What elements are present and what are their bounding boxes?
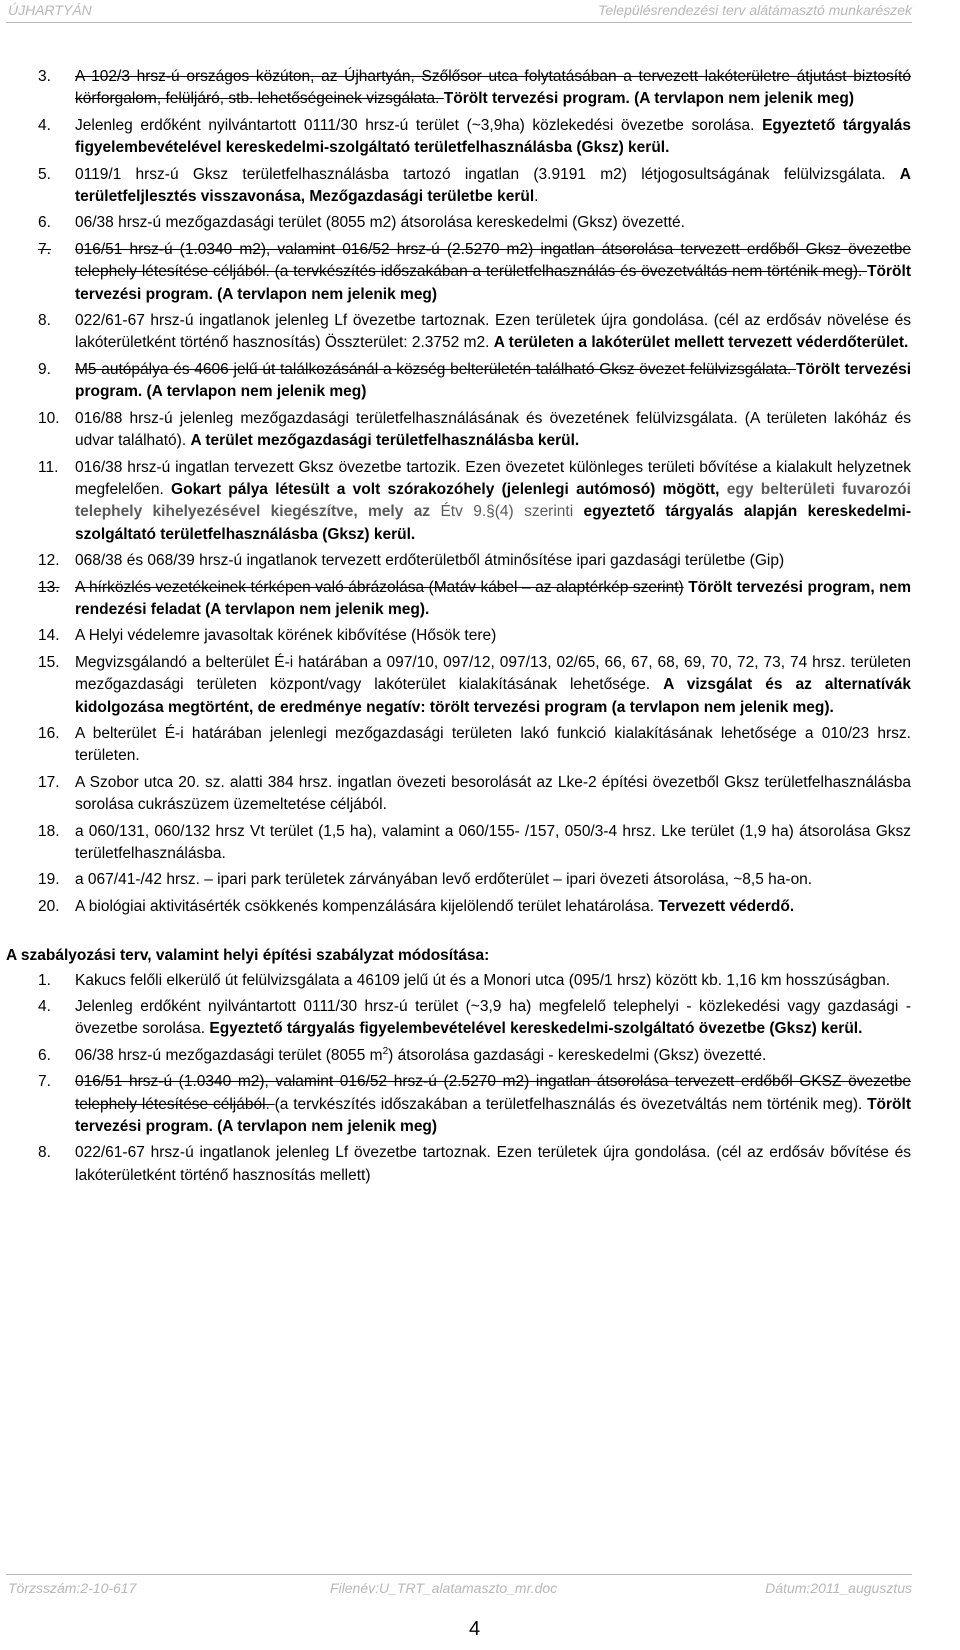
program-list (0, 66, 911, 918)
list-item-text: A biológiai aktivitásérték csökkenés kompenzálására kijelölendő terület lehatárolása. (75, 897, 659, 915)
footer-filename: Filenév:U_TRT_alatamaszto_mr.doc (330, 1580, 558, 1596)
list-item-number: 6. (38, 214, 51, 232)
list-item (0, 239, 911, 306)
list-item (0, 896, 911, 918)
list-item-number: 6. (38, 1046, 51, 1064)
list-item-text: Kakucs felőli elkerülő út felülvizsgálata a 46109 jelű út és a Monori utca (095/1 hrsz) között kb. 1,16 km hosszúságban. (75, 971, 891, 989)
list-item-text: egyeztető tárgyalás alapján kereskedelmi-szolgáltató területfelhasználásba (Gksz) kerül. (75, 503, 911, 543)
list-item-number: 16. (38, 724, 60, 742)
list-item-text: Egyeztető tárgyalás figyelembevételével kereskedelmi-szolgáltató területfelhasználásba (Gksz) kerül. (75, 116, 911, 157)
list-item-number: 15. (38, 653, 60, 671)
list-item (0, 869, 911, 891)
footer-reference: Törzsszám:2-10-617 (8, 1580, 137, 1596)
list-item-number: 12. (38, 552, 60, 570)
regulation-list (0, 970, 911, 1188)
list-item-number: 17. (38, 773, 60, 791)
list-item-number: 3. (38, 68, 51, 85)
footer-date: Dátum:2011_augusztus (765, 1580, 912, 1596)
list-item-text: a 060/131, 060/132 hrsz Vt terület (1,5 ha), valamint a 060/155- /157, 050/3-4 hrsz. Lke terület (1,9 ha) átsorolása Gksz területfelhasználásba. (75, 822, 911, 862)
list-item-text: 06/38 hrsz-ú mezőgazdasági terület (8055 m (75, 1046, 383, 1064)
list-item-number: 19. (38, 871, 60, 889)
list-item (0, 408, 911, 453)
list-item-text: A terület mezőgazdasági területfelhasználásba kerül. (190, 432, 580, 450)
list-item-text: 068/38 és 068/39 hrsz-ú ingatlanok tervezett erdőterületből átminősítése ipari gazdasági területbe (Gip) (75, 552, 785, 570)
list-item-text: 016/51 hrsz-ú (1.0340 m2), valamint 016/52 hrsz-ú (2.5270 m2) ingatlan átsorolása tervezett erdőből GKSZ övezetbe telephely létesítése céljából. (75, 1073, 911, 1113)
list-item-number: 8. (38, 1144, 51, 1162)
list-item-text: 016/88 hrsz-ú jelenleg mezőgazdasági területfelhasználásának és övezetének felülvizsgálata. (A területen lakóház és udvar található). (75, 409, 911, 450)
list-item-text: A vizsgálat és az alternatívák kidolgozása megtörtént, de eredménye negatív: törölt tervezési program (a tervlapon nem jelenik meg). (75, 676, 911, 716)
header-right: Településrendezési terv alátámasztó munkarészek (598, 2, 912, 18)
list-item-text: 0119/1 hrsz-ú Gksz területfelhasználásba tartozó ingatlan (3.9191 m2) létjogosultságának felülvizsgálata. (75, 165, 900, 183)
list-item (0, 359, 911, 404)
list-item-text: egy belterületi fuvarozói telephely kihelyezésével kiegészítve, mely az (75, 480, 911, 521)
list-item-text: A területfeljlesztés visszavonása, Mezőgazdasági területbe kerül (75, 165, 911, 206)
list-item-number: 10. (38, 409, 60, 427)
list-item-text: A Szobor utca 20. sz. alatti 384 hrsz. ingatlan övezeti besorolását az Lke-2 építési övezetből Gksz területfelhasználásba sorolása cukrászüzem üzemeltetése céljából. (75, 773, 911, 814)
list-item-number: 14. (38, 627, 60, 645)
list-item-text: A belterület É-i határában jelenlegi mezőgazdasági területen lakó funkció kialakításának lehetősége a 010/23 hrsz. területen. (75, 724, 911, 765)
list-item (0, 66, 911, 111)
list-item (0, 310, 911, 355)
list-item-text: Jelenleg erdőként nyilvántartott 0111/30 hrsz-ú terület (~3,9 ha) megfelelő telephelyi - közlekedési vagy gazdasági - övezetbe sorolása. (75, 998, 911, 1038)
list-item (0, 212, 911, 234)
list-item-text: (a tervkészítés időszakában a területfelhasználás és övezetváltás nem történik meg). (274, 1095, 868, 1113)
list-item (0, 164, 911, 209)
list-item-number: 4. (38, 998, 51, 1016)
section-title: A szabályozási terv, valamint helyi építési szabályzat módosítása: (6, 947, 490, 965)
list-item (0, 996, 911, 1041)
list-item-text: Tervezett véderdő. (658, 897, 795, 915)
header-divider (6, 22, 912, 23)
list-item (0, 772, 911, 817)
list-item-text: Jelenleg erdőként nyilvántartott 0111/30 hrsz-ú terület (~3,9ha) közlekedési övezetbe sorolása. (75, 116, 763, 134)
list-item-number: 8. (38, 312, 51, 330)
list-item-text: Törölt tervezési program. (A tervlapon nem jelenik meg) (75, 263, 911, 303)
list-item-text: . (534, 188, 539, 206)
list-item-text: Gokart pálya létesült a volt szórakozóhely (jelenlegi autómosó) mögött, (171, 480, 720, 498)
list-item-number: 7. (38, 1073, 51, 1091)
list-item-text: Törölt tervezési program. (A tervlapon nem jelenik meg) (443, 90, 855, 108)
list-item-text: A 102/3 hrsz-ú országos közúton, az Újhartyán, Szőlősor utca folytatásában a tervezett lakóterületre átjutást biztosító körforgalom, felüljáró, stb. lehetőségeinek vizsgálata. (75, 68, 911, 108)
list-item-number: 1. (38, 971, 51, 989)
list-item-text: 016/38 hrsz-ú ingatlan tervezett Gksz övezetbe tartozik. Ezen övezetet különleges területi bővítése a kialakult helyzetnek megfelelően. (75, 458, 911, 498)
list-item-number: 7. (38, 240, 51, 258)
page-number: 4 (469, 1618, 481, 1640)
list-item-text: 2 (382, 1045, 389, 1057)
list-item (0, 723, 911, 768)
document-body (0, 66, 911, 1191)
list-item-text: A Helyi védelemre javasoltak körének kibővítése (Hősök tere) (75, 627, 497, 645)
list-item-text: Törölt tervezési program. (A tervlapon nem jelenik meg) (75, 360, 911, 401)
list-item-text: M5 autópálya és 4606 jelű út találkozásánál a község belterületén található Gksz övezet felülvizsgálata. (75, 360, 797, 378)
list-item-text: Egyeztető tárgyalás figyelembevételével kereskedelmi-szolgáltató övezetbe (Gksz) kerül. (209, 1020, 863, 1038)
list-item-text: Törölt tervezési program, nem rendezési feladat (A tervlapon nem jelenik meg). (75, 578, 911, 618)
list-item-text: 022/61-67 hrsz-ú ingatlanok jelenleg Lf övezetbe tartoznak. Ezen területek újra gondolása. (cél az erdősáv növelése és lakóterületként történő hasznosítás) Összterület: 2.3752 m2. (75, 312, 911, 352)
list-item-text: Étv 9.§(4) szerinti (440, 503, 584, 521)
list-item (0, 652, 911, 719)
list-item-text: Megvizsgálandó a belterület É-i határában a 097/10, 097/12, 097/13, 02/65, 66, 67, 68, 69, 70, 72, 73, 74 hrsz. területen mezőgazdasági területen központ/vagy lakóterület kialakításának lehetősége. (75, 653, 911, 694)
list-item-text: Törölt tervezési program. (A tervlapon nem jelenik meg) (75, 1095, 911, 1136)
list-item (0, 1142, 911, 1187)
list-item (0, 115, 911, 160)
list-item-number: 4. (38, 116, 51, 134)
footer-divider (6, 1574, 912, 1575)
list-item (0, 457, 911, 547)
list-item-text: A hírközlés vezetékeinek térképen való ábrázolása (Matáv kábel – az alaptérkép szerint) (75, 578, 684, 596)
list-item-text: 022/61-67 hrsz-ú ingatlanok jelenleg Lf övezetbe tartoznak. Ezen területek újra gondolása. (cél az erdősáv bővítése és lakóterületként történő hasznosítás mellett) (75, 1144, 911, 1184)
list-item (0, 577, 911, 622)
header-left: ÚJHARTYÁN (8, 2, 92, 18)
list-item-number: 5. (38, 165, 51, 183)
list-item-number: 13. (38, 578, 60, 596)
list-item (0, 550, 911, 572)
list-item (0, 1045, 911, 1067)
list-item (0, 1071, 911, 1138)
list-item (0, 625, 911, 647)
list-item-number: 9. (38, 360, 51, 378)
list-item-number: 11. (38, 458, 59, 476)
list-item-text: A területen a lakóterület mellett tervezett véderdőterület. (493, 334, 909, 352)
list-item (0, 970, 911, 992)
list-item-text: 06/38 hrsz-ú mezőgazdasági terület (8055 m2) átsorolása kereskedelmi (Gksz) övezetté. (75, 214, 685, 232)
list-item-text: ) átsorolása gazdasági - kereskedelmi (Gksz) övezetté. (388, 1046, 767, 1064)
list-item-number: 20. (38, 897, 60, 915)
list-item-text: a 067/41-/42 hrsz. – ipari park területek zárványában levő erdőterület – ipari övezeti átsorolása, ~8,5 ha-on. (75, 871, 813, 889)
list-item (0, 821, 911, 866)
list-item-text: 016/51 hrsz-ú (1.0340 m2), valamint 016/52 hrsz-ú (2.5270 m2) ingatlan átsorolása tervezett erdőből Gksz övezetbe telephely létesítése céljából. (a tervkészítés időszakában a területfelhasználás és övezetváltás nem történik meg). (75, 240, 911, 281)
list-item-number: 18. (38, 822, 60, 840)
